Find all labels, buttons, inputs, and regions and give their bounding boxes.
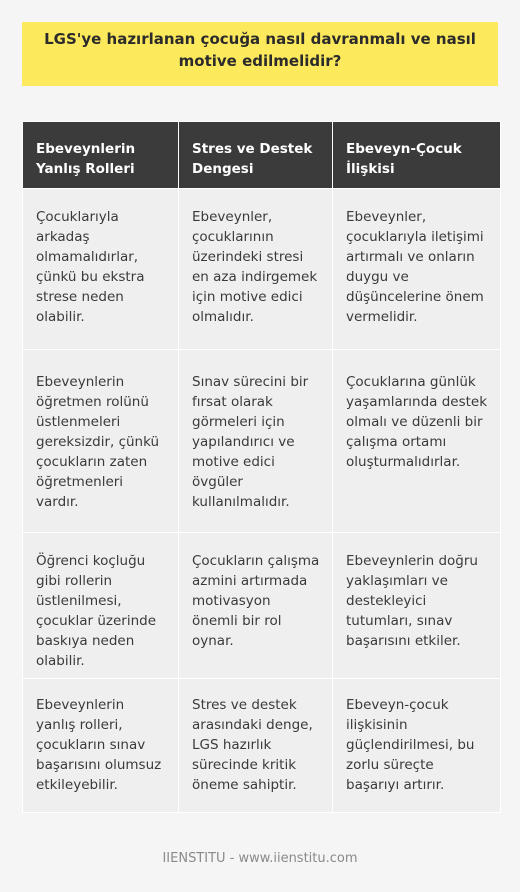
table-cell: Ebeveynlerin yanlış rolleri, çocukların sınav başarısını olumsuz etkileyebilir. bbox=[23, 679, 179, 813]
table-cell: Çocuklarıyla arkadaş olmamalıdırlar, çünkü bu ekstra strese neden olabilir. bbox=[23, 189, 179, 350]
table-cell: Ebeveyn-çocuk ilişkisinin güçlendirilmesi, bu zorlu süreçte başarıyı artırır. bbox=[333, 679, 501, 813]
table-row bbox=[23, 189, 501, 350]
table-cell: Öğrenci koçluğu gibi rollerin üstlenilmesi, çocuklar üzerinde baskıya neden olabilir. bbox=[23, 533, 179, 679]
table-header-row bbox=[23, 122, 501, 189]
table-cell: Ebeveynlerin öğretmen rolünü üstlenmeleri gereksizdir, çünkü çocukların zaten öğretmenleri vardır. bbox=[23, 350, 179, 533]
table-row bbox=[23, 679, 501, 813]
page-title bbox=[22, 22, 498, 86]
table-cell: Ebeveynler, çocuklarıyla iletişimi artırmalı ve onların duygu ve düşüncelerine önem vermelidir. bbox=[333, 189, 501, 350]
footer-credit: IIENSTITU - www.iienstitu.com bbox=[162, 851, 358, 866]
table-cell: Sınav sürecini bir fırsat olarak görmeleri için yapılandırıcı ve motive edici övgüler kullanılmalıdır. bbox=[179, 350, 333, 533]
table-cell: Ebeveynler, çocuklarının üzerindeki stresi en aza indirgemek için motive edici olmalıdır. bbox=[179, 189, 333, 350]
table-cell: Çocukların çalışma azmini artırmada motivasyon önemli bir rol oynar. bbox=[179, 533, 333, 679]
column-header: Ebeveynlerin Yanlış Rolleri bbox=[23, 122, 179, 189]
table-row bbox=[23, 350, 501, 533]
table-cell: Ebeveynlerin doğru yaklaşımları ve destekleyici tutumları, sınav başarısını etkiler. bbox=[333, 533, 501, 679]
comparison-table bbox=[22, 121, 501, 813]
column-header: Stres ve Destek Dengesi bbox=[179, 122, 333, 189]
page-title-text: LGS'ye hazırlanan çocuğa nasıl davranmalı ve nasıl motive edilmelidir? bbox=[44, 30, 476, 70]
table-cell: Stres ve destek arasındaki denge, LGS hazırlık sürecinde kritik öneme sahiptir. bbox=[179, 679, 333, 813]
table-cell: Çocuklarına günlük yaşamlarında destek olmalı ve düzenli bir çalışma ortamı oluşturmalıdırlar. bbox=[333, 350, 501, 533]
column-header: Ebeveyn-Çocuk İlişkisi bbox=[333, 122, 501, 189]
table-row bbox=[23, 533, 501, 679]
